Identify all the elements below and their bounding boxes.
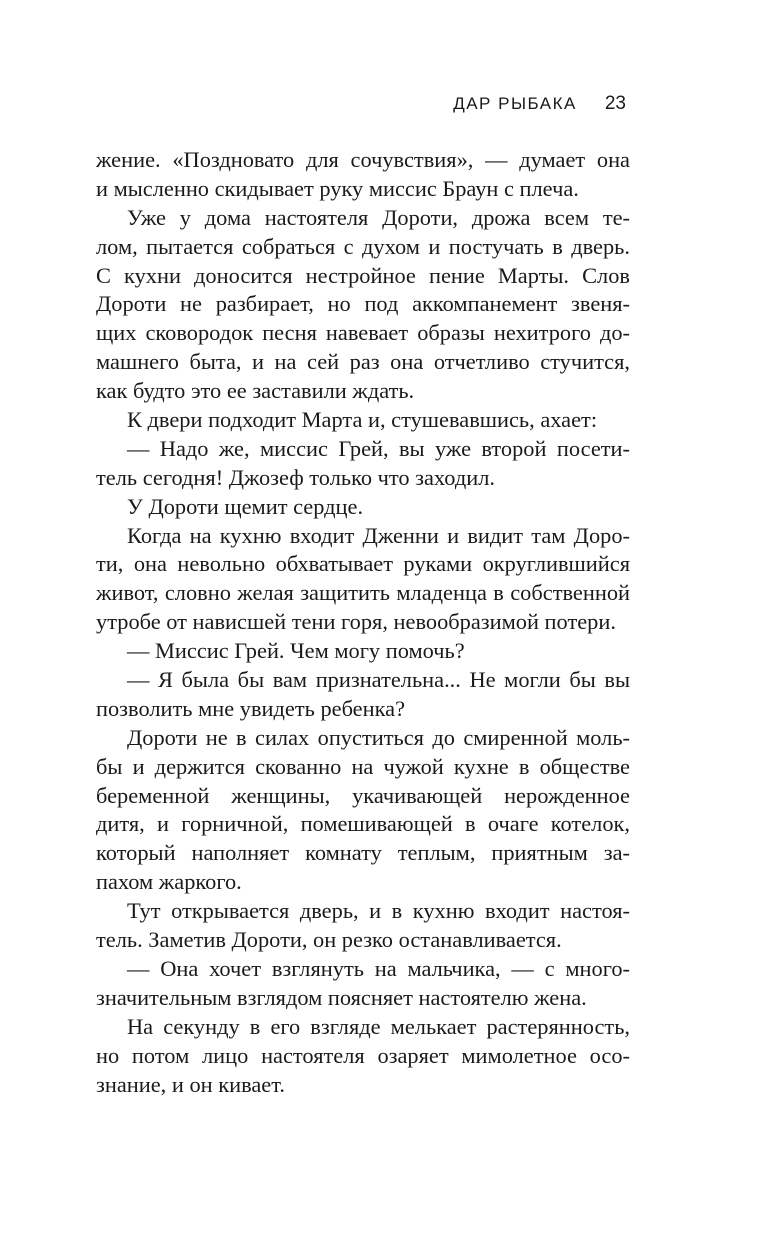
text-line: жение. «Поздновато для сочувствия», — думает она [96, 147, 630, 172]
text-line: бы и держится скованно на чужой кухне в обществе [96, 753, 630, 779]
text-line: ти, она невольно обхватывает руками округлившийся [96, 551, 630, 577]
running-head [453, 93, 626, 115]
running-title: ДАР РЫБАКА [453, 94, 577, 113]
text-line: пахом жаркого. [96, 869, 242, 895]
text-line: беременной женщины, укачивающей нерожденное [96, 782, 630, 808]
text-line: и мысленно скидывает руку миссис Браун с плеча. [96, 175, 579, 201]
text-line: На секунду в его взгляде мелькает растерянность, [127, 1013, 630, 1039]
text-line: знание, и он кивает. [96, 1071, 285, 1097]
text-line: Дороти не разбирает, но под аккомпанемент звеня- [96, 291, 630, 317]
text-line: дитя, и горничной, помешивающей в очаге котелок, [96, 811, 630, 837]
text-line: К двери подходит Марта и, стушевавшись, ахает: [127, 407, 598, 433]
text-line: — Я была бы вам признательна... Не могли бы вы [127, 667, 630, 693]
text-line: живот, словно желая защитить младенца в собственной [96, 580, 630, 606]
text-line: тель. Заметив Дороти, он резко останавливается. [96, 927, 562, 953]
body-text [96, 146, 630, 1099]
text-line: Тут открывается дверь, и в кухню входит настоя- [127, 898, 630, 924]
text-line: как будто это ее заставили ждать. [96, 378, 415, 404]
text-line: машнего быта, и на сей раз она отчетливо стучится, [96, 349, 630, 375]
text-line: тель сегодня! Джозеф только что заходил. [96, 464, 495, 490]
text-line: но потом лицо настоятеля озаряет мимолетное осо- [96, 1042, 630, 1068]
text-line: щих сковородок песня навевает образы нехитрого до- [96, 320, 630, 346]
page-number: 23 [604, 93, 626, 114]
text-line: значительным взглядом поясняет настоятелю жена. [96, 984, 587, 1010]
text-line: — Миссис Грей. Чем могу помочь? [127, 638, 465, 664]
text-line: лом, пытается собраться с духом и постучать в дверь. [96, 233, 630, 259]
text-line: Уже у дома настоятеля Дороти, дрожа всем те- [127, 204, 630, 230]
text-line: утробе от нависшей тени горя, невообразимой потери. [96, 609, 616, 635]
text-line: который наполняет комнату теплым, приятным за- [96, 840, 630, 866]
text-line: Дороти не в силах опуститься до смиренной моль- [127, 724, 630, 750]
text-line: С кухни доносится нестройное пение Марты. Слов [96, 262, 630, 288]
text-line: Когда на кухню входит Дженни и видит там Доро- [127, 522, 630, 548]
text-line: — Надо же, миссис Грей, вы уже второй посети- [127, 435, 630, 461]
text-line: позволить мне увидеть ребенка? [96, 695, 406, 721]
text-line: — Она хочет взглянуть на мальчика, — с много- [127, 955, 630, 981]
text-line: У Дороти щемит сердце. [127, 493, 364, 519]
